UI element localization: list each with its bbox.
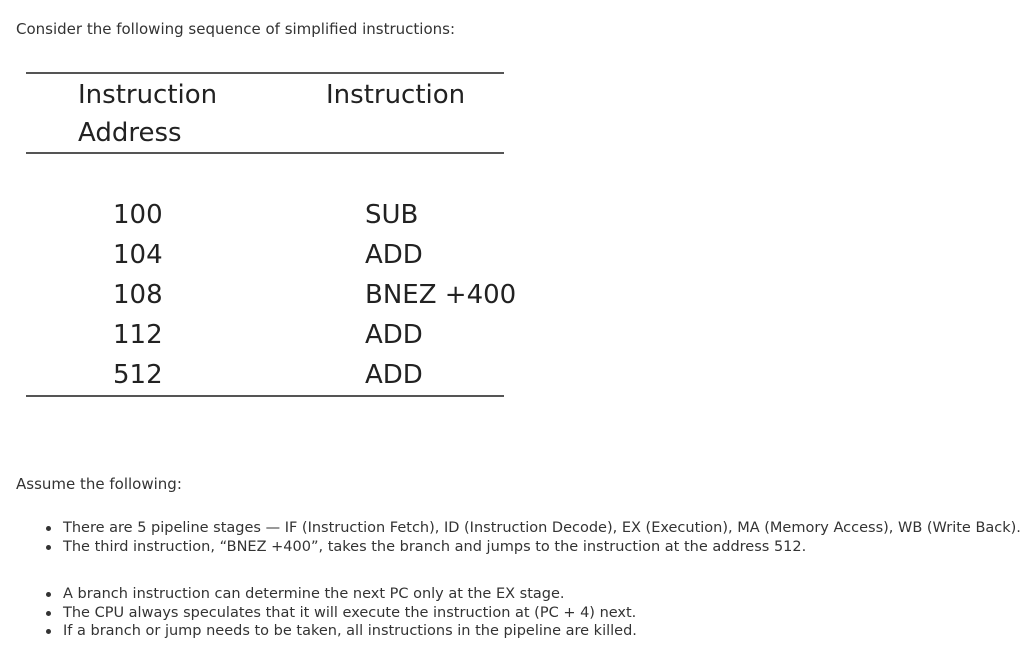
table-body — [26, 195, 517, 395]
instruction-cell: ADD — [365, 320, 423, 350]
address-cell: 108 — [113, 280, 163, 310]
list-item: A branch instruction can determine the next PC only at the EX stage. — [46, 585, 637, 604]
table-row — [26, 315, 504, 355]
assumption-list-2 — [46, 585, 637, 641]
table-row — [26, 235, 504, 275]
table-top-rule — [26, 72, 504, 74]
table-row — [26, 355, 504, 395]
list-item: If a branch or jump needs to be taken, all instructions in the pipeline are killed. — [46, 622, 637, 641]
list-item: The third instruction, “BNEZ +400”, takes the branch and jumps to the instruction at the address 512. — [46, 538, 1021, 557]
table-row — [26, 195, 504, 235]
address-cell: 104 — [113, 240, 163, 270]
list-item: There are 5 pipeline stages — IF (Instruction Fetch), ID (Instruction Decode), EX (Execution), MA (Memory Access), WB (Write Back). — [46, 519, 1021, 538]
assume-heading: Assume the following: — [16, 475, 182, 493]
instruction-cell: BNEZ +400 — [365, 280, 517, 310]
address-cell: 512 — [113, 360, 163, 390]
instruction-table — [26, 72, 517, 398]
list-item: The CPU always speculates that it will execute the instruction at (PC + 4) next. — [46, 604, 637, 623]
intro-text: Consider the following sequence of simplified instructions: — [16, 20, 455, 38]
table-header-rule — [26, 152, 504, 154]
header-instruction-address: Instruction Address — [78, 80, 218, 148]
header-instruction: Instruction — [326, 80, 466, 110]
address-cell: 112 — [113, 320, 163, 350]
instruction-cell: ADD — [365, 360, 423, 390]
table-bottom-rule — [26, 395, 504, 397]
instruction-cell: ADD — [365, 240, 423, 270]
table-row — [26, 275, 517, 315]
assumption-list — [46, 519, 1021, 556]
instruction-cell: SUB — [365, 200, 419, 230]
address-cell: 100 — [113, 200, 163, 230]
